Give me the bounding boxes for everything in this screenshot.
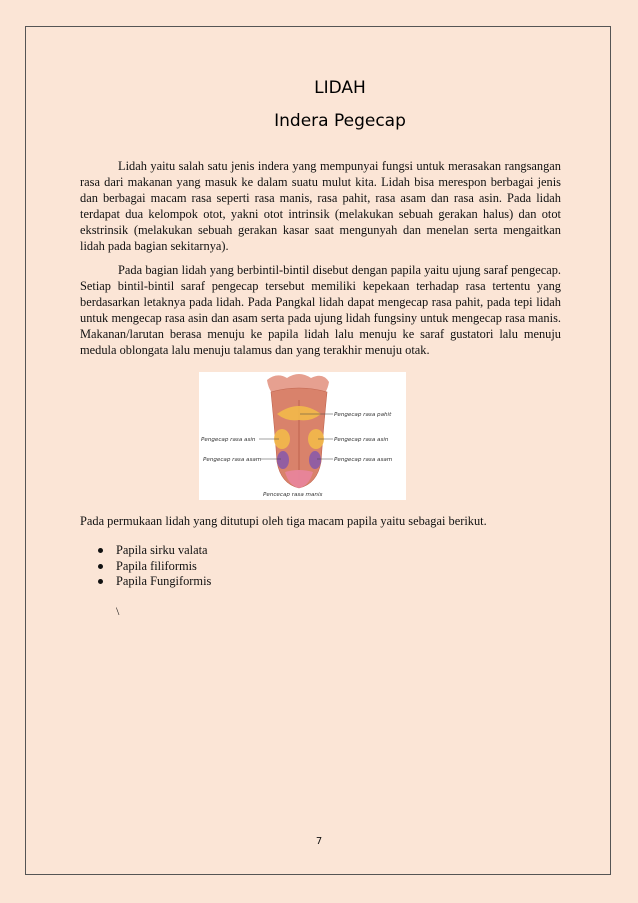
sour-zone-left <box>277 451 289 469</box>
list-item <box>98 559 211 575</box>
sweet-zone <box>285 470 313 488</box>
page-subtitle: Indera Pegecap <box>274 111 406 131</box>
tongue-figure <box>199 372 406 500</box>
papila-list <box>98 543 211 590</box>
sour-zone-right <box>309 451 321 469</box>
bullet-icon <box>98 548 103 553</box>
list-item-text: Papila sirku valata <box>116 543 208 557</box>
bullet-icon <box>98 564 103 569</box>
bullet-icon <box>98 579 103 584</box>
label-asam-right: Pengecap rasa asam <box>334 457 393 463</box>
label-asin-right: Pengecap rasa asin <box>334 437 389 443</box>
label-asin-left: Pengecap rasa asin <box>201 437 256 443</box>
list-item-text: Papila filiformis <box>116 558 197 573</box>
label-asam-left: Pengecap rasa asam <box>203 457 262 463</box>
list-intro: Pada permukaan lidah yang ditutupi oleh tiga macam papila yaitu sebagai berikut. <box>80 514 487 528</box>
label-pahit: Pengecap rasa pahit <box>334 412 392 418</box>
paragraph-1: Lidah yaitu salah satu jenis indera yang mempunyai fungsi untuk merasakan rangsangan rasa dari makanan yang masuk ke dalam suatu mulut kita. Lidah bisa merespon berbagai jenis dan berbagai macam rasa seperti rasa manis, rasa pahit, rasa asam dan rasa asin. Pada lidah terdapat dua kelompok otot, yakni otot intrinsik (melakukan sebuah gerakan halus) dan otot ekstrinsik (melakukan sebuah gerakan kasar saat mengunyah dan menelan serta mengaitkan lidah pada bagian sekitarnya). <box>80 159 561 254</box>
stray-mark: \ <box>116 604 120 618</box>
tongue-diagram <box>199 372 406 500</box>
page-number: 7 <box>315 836 323 847</box>
list-item-text: Papila Fungiformis <box>116 574 212 588</box>
list-item <box>98 543 211 559</box>
list-item <box>98 574 211 590</box>
label-manis: Pencecap rasa manis <box>263 492 323 498</box>
page-title: LIDAH <box>314 78 366 98</box>
paragraph-2: Pada bagian lidah yang berbintil-bintil disebut dengan papila yaitu ujung saraf pengecap. Setiap bintil-bintil saraf pengecap tersebut memiliki kepekaan terhadap rasa tertentu yang berdasarkan letaknya pada lidah. Pada Pangkal lidah dapat mengecap rasa pahit, pada tepi lidah untuk mengecap rasa asin dan asam serta pada ujung lidah fungsiny untuk mengecap rasa manis. Makanan/larutan berasa menuju ke papila lidah lalu menuju ke saraf gustatori lalu menuju medula oblongata lalu menuju talamus dan yang terakhir menuju otak. <box>80 263 561 358</box>
